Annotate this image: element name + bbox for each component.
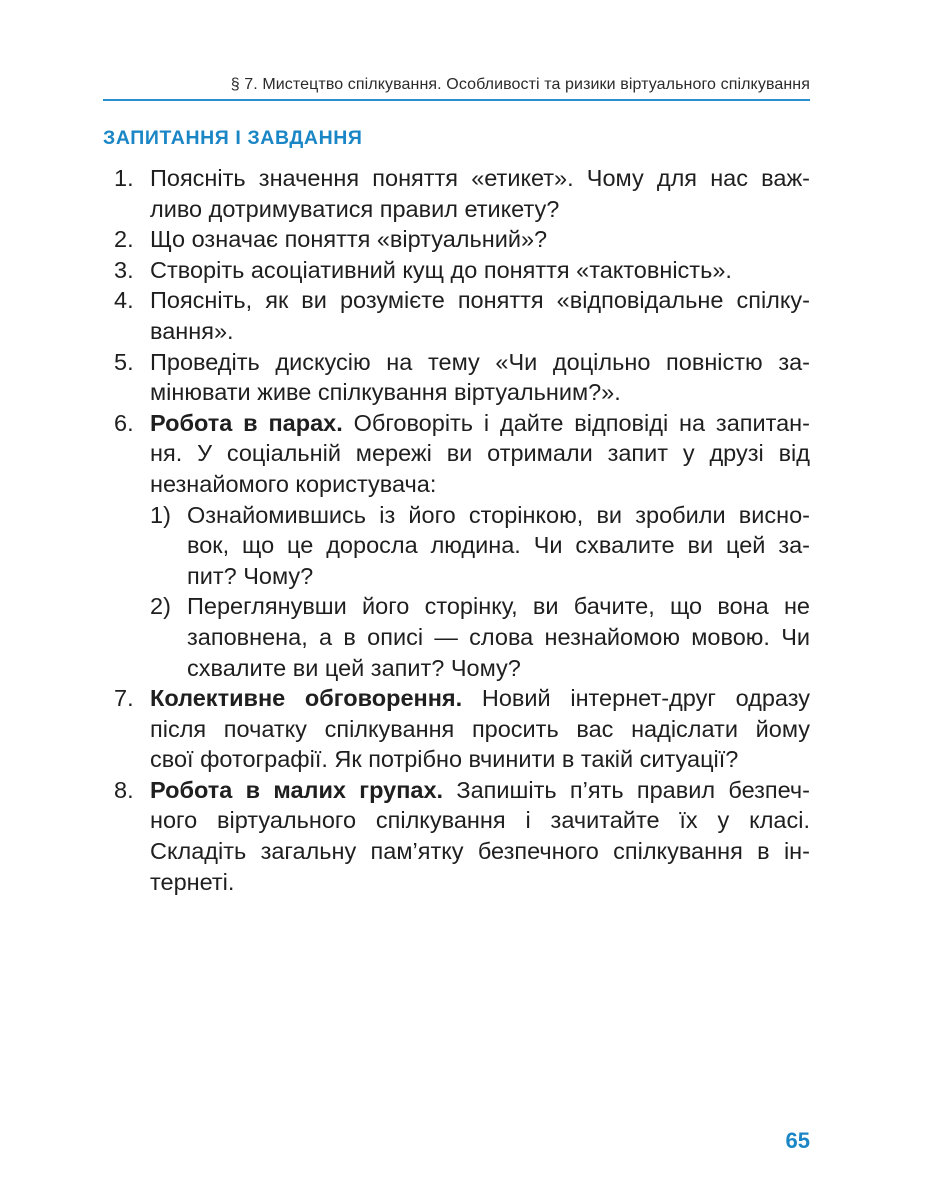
question-number: 5. — [114, 348, 134, 375]
questions-list — [103, 163, 810, 897]
subquestion-item-1 — [150, 500, 810, 592]
question-item-7 — [103, 683, 810, 775]
question-number: 1. — [114, 165, 134, 191]
subquestion-item-2 — [150, 591, 810, 683]
question-line: Створіть асоціативний кущ до поняття «тактовність». — [150, 256, 732, 283]
subquestion-line: вок, що це доросла людина. Чи схвалите ви цей за- — [187, 532, 810, 559]
question-number: 7. — [114, 685, 134, 712]
subquestion-number: 1) — [150, 501, 171, 528]
question-number: 8. — [114, 776, 134, 803]
question-line: свої фотографії. Як потрібно вчинити в такій ситуації? — [150, 746, 739, 773]
running-header: § 7. Мистецтво спілкування. Особливості та ризики віртуального спілкування — [230, 76, 810, 93]
question-line — [150, 775, 810, 806]
question-number: 6. — [114, 409, 134, 436]
question-line: тернеті. — [150, 868, 235, 895]
question-line: ного віртуального спілкування і зачитайте їх у класі. — [150, 807, 810, 834]
subquestion-line: схвалите ви цей запит? Чому? — [187, 654, 521, 681]
question-line: вання». — [150, 317, 234, 344]
question-line: Проведіть дискусію на тему «Чи доцільно повністю за- — [150, 348, 810, 375]
subquestion-line: заповнена, а в описі — слова незнайомою мовою. Чи — [187, 623, 810, 650]
section-title: ЗАПИТАННЯ І ЗАВДАННЯ — [103, 127, 363, 149]
question-item-5 — [103, 347, 810, 408]
task-type-label: Робота в парах. — [150, 409, 343, 436]
question-line: ливо дотримуватися правил етикету? — [150, 195, 560, 222]
question-item-2 — [103, 224, 810, 255]
question-line: Поясніть значення поняття «етикет». Чому для нас важ- — [150, 165, 810, 191]
page-number: 65 — [785, 1128, 810, 1153]
subquestion-line: пит? Чому? — [187, 562, 314, 589]
subquestion-number: 2) — [150, 593, 171, 620]
question-line: Складіть загальну пам’ятку безпечного спілкування в ін- — [150, 838, 810, 865]
question-item-1 — [103, 163, 810, 224]
question-item-6 — [103, 408, 810, 683]
question-line: після початку спілкування просить вас надіслати йому — [150, 715, 810, 742]
subquestion-line: Ознайомившись із його сторінкою, ви зробили висно- — [187, 501, 810, 528]
question-text: Новий інтернет-друг одразу — [462, 685, 810, 712]
question-line: ня. У соціальній мережі ви отримали запит у друзі від — [150, 440, 810, 467]
question-text: Запишіть п’ять правил безпеч- — [443, 776, 810, 803]
task-type-label: Робота в малих групах. — [150, 776, 444, 803]
question-item-8 — [103, 775, 810, 897]
question-line — [150, 683, 810, 714]
question-line — [150, 408, 810, 439]
question-number: 2. — [114, 226, 134, 253]
subquestion-line: Переглянувши його сторінку, ви бачите, що вона не — [187, 593, 810, 620]
question-line: Що означає поняття «віртуальний»? — [150, 226, 548, 253]
question-item-3 — [103, 255, 810, 286]
question-number: 4. — [114, 287, 134, 314]
question-text: Обговоріть і дайте відповіді на запитан- — [342, 409, 810, 436]
question-line: мінювати живе спілкування віртуальним?». — [150, 379, 621, 406]
header-rule — [103, 99, 810, 101]
question-item-4 — [103, 285, 810, 346]
question-number: 3. — [114, 256, 134, 283]
question-line: незнайомого користувача: — [150, 470, 437, 497]
task-type-label: Колективне обговорення. — [150, 685, 463, 712]
question-line: Поясніть, як ви розумієте поняття «відповідальне спілку- — [150, 287, 810, 314]
